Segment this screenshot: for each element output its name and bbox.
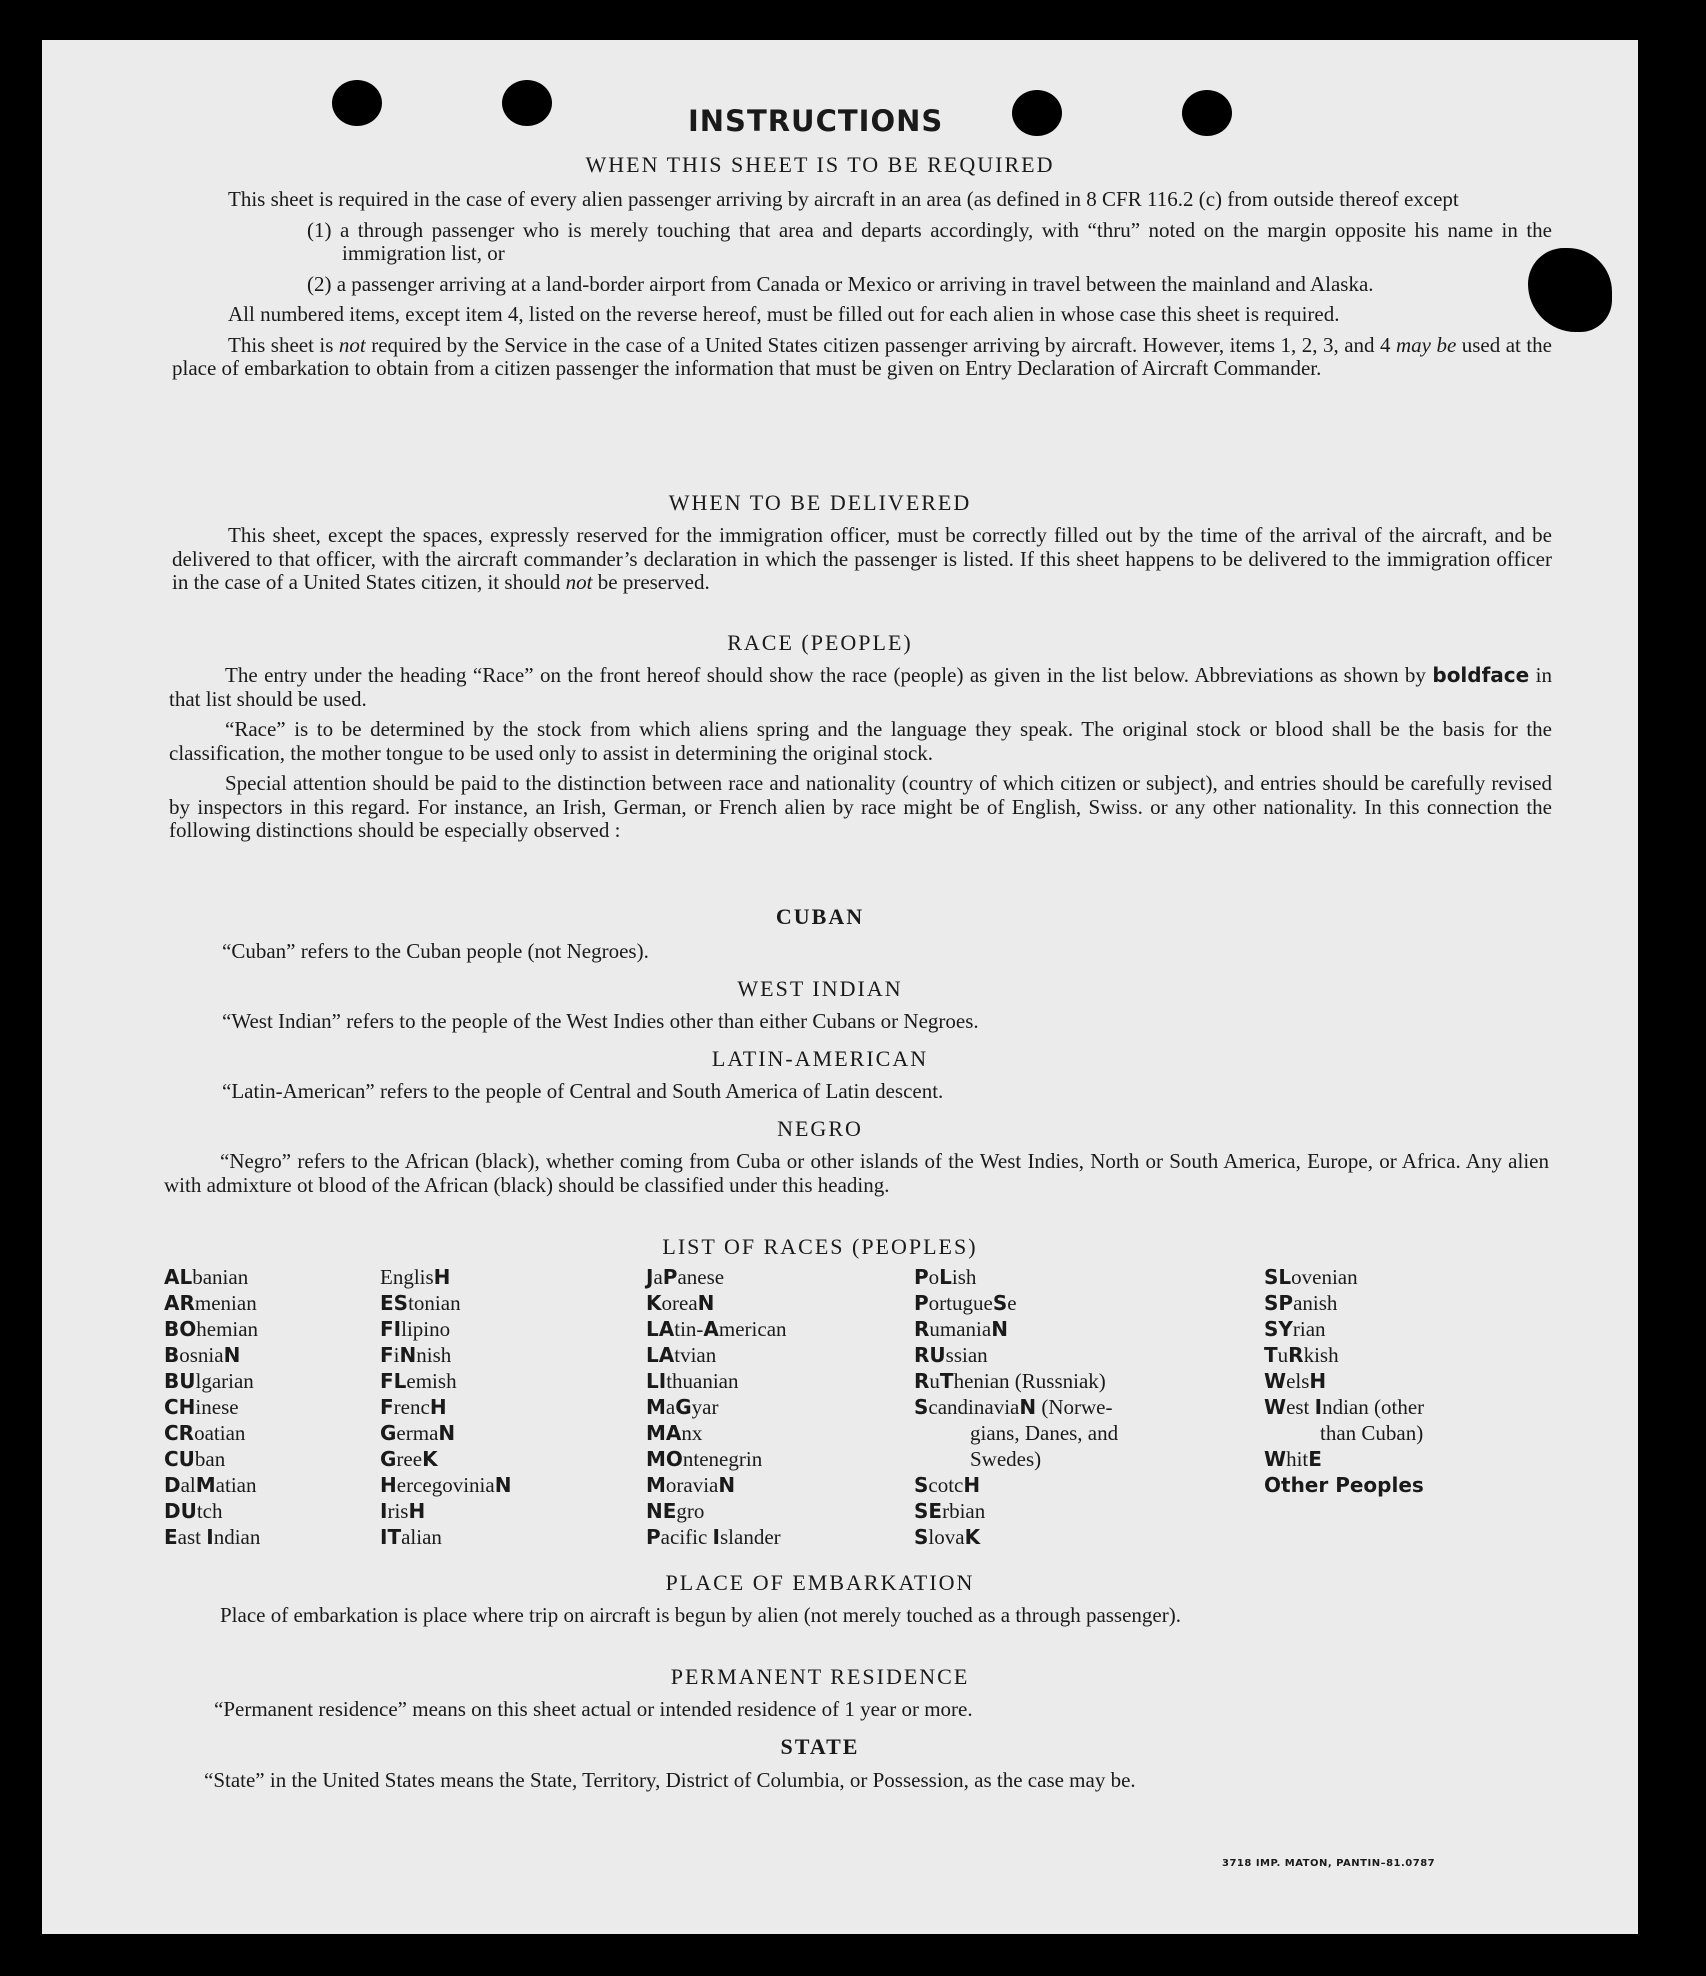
race-text: rbian — [942, 1499, 986, 1523]
race-abbreviation: DU — [164, 1499, 197, 1523]
race-abbreviation: F — [380, 1395, 394, 1419]
race-abbreviation: N — [697, 1291, 715, 1315]
race-abbreviation: W — [1264, 1447, 1287, 1471]
race-list-item — [646, 1290, 896, 1316]
race-list-item — [164, 1394, 364, 1420]
race-abbreviation: G — [380, 1447, 397, 1471]
race-abbreviation: S — [992, 1291, 1008, 1315]
race-abbreviation: NE — [646, 1499, 677, 1523]
race-text: i — [393, 1343, 400, 1367]
section-heading-when-required: WHEN THIS SHEET IS TO BE REQUIRED — [585, 152, 1055, 177]
race-abbreviation: P — [662, 1265, 678, 1289]
race-abbreviation: R — [914, 1317, 930, 1341]
paragraph: All numbered items, except item 4, listed on the reverse hereof, must be filled out for each alien in whose case this sheet is required. — [228, 302, 1340, 326]
text: used at the place of embarkation to obtain from a citizen passenger the information that must be given on Entry Declaration of Aircraft Commander. — [172, 332, 1553, 380]
text: in that list should be used. — [169, 663, 1553, 711]
emphasis: not — [338, 332, 366, 357]
race-text: emish — [406, 1369, 457, 1393]
race-list-item — [1264, 1472, 1524, 1498]
race-abbreviation: N — [223, 1343, 241, 1367]
race-text: lipino — [401, 1317, 451, 1341]
race-abbreviation: FI — [380, 1317, 402, 1341]
race-text: gro — [676, 1499, 705, 1523]
race-list-item — [646, 1420, 896, 1446]
race-abbreviation: F — [380, 1343, 394, 1367]
race-text: rian — [1292, 1317, 1326, 1341]
race-text: est — [1286, 1395, 1315, 1419]
race-abbreviation: CH — [164, 1395, 196, 1419]
race-block — [169, 664, 1552, 843]
race-abbreviation: P — [646, 1525, 661, 1549]
race-list-item — [646, 1472, 896, 1498]
race-abbreviation: M — [195, 1473, 216, 1497]
race-abbreviation: H — [408, 1499, 426, 1523]
race-abbreviation: P — [914, 1265, 929, 1289]
text: be preserved. — [592, 570, 710, 594]
race-abbreviation: G — [380, 1421, 397, 1445]
race-text: a — [653, 1265, 663, 1289]
race-text: ercegovinia — [396, 1473, 495, 1497]
print-code: 3718 IMP. MATON, PANTIN–81.0787 — [1222, 1858, 1436, 1869]
race-abbreviation: N — [438, 1421, 456, 1445]
race-list-item — [380, 1290, 630, 1316]
race-text: nglis — [392, 1265, 434, 1289]
race-text: ssian — [945, 1343, 988, 1367]
race-text: u — [1277, 1343, 1289, 1367]
race-list-item — [1264, 1264, 1524, 1290]
race-abbreviation: AL — [164, 1265, 193, 1289]
race-list-item — [380, 1446, 630, 1472]
race-abbreviation: N — [494, 1473, 512, 1497]
race-abbreviation: G — [675, 1395, 692, 1419]
race-list-item — [646, 1446, 896, 1472]
race-list-item — [1264, 1316, 1524, 1342]
race-list-item — [380, 1394, 630, 1420]
paragraph — [172, 524, 1552, 595]
race-abbreviation: SL — [1264, 1265, 1292, 1289]
race-list-item — [914, 1368, 1244, 1394]
race-abbreviation: W — [1264, 1369, 1287, 1393]
race-abbreviation: N — [1019, 1395, 1037, 1419]
race-list-item — [914, 1420, 1244, 1446]
race-abbreviation: CU — [164, 1447, 195, 1471]
paragraph: “Permanent residence” means on this sheet actual or intended residence of 1 year or more. — [214, 1697, 973, 1721]
race-abbreviation: I — [380, 1499, 388, 1523]
race-abbreviation: N — [718, 1473, 736, 1497]
race-abbreviation: H — [380, 1473, 397, 1497]
race-text: yar — [691, 1395, 719, 1419]
race-list-item — [164, 1264, 364, 1290]
race-text: oravia — [665, 1473, 719, 1497]
race-text: tch — [196, 1499, 223, 1523]
when-required-block — [172, 188, 1552, 381]
race-abbreviation: I — [206, 1525, 214, 1549]
race-abbreviation: W — [1264, 1395, 1287, 1419]
race-abbreviation: LI — [646, 1369, 667, 1393]
text: The entry under the heading “Race” on the front hereof should show the race (people) as given in the list below. Abbreviations as shown by — [225, 663, 1433, 687]
paragraph: “West Indian” refers to the people of the West Indies other than either Cubans or Negroes. — [222, 1009, 979, 1033]
race-abbreviation: D — [164, 1473, 181, 1497]
race-abbreviation: M — [646, 1473, 666, 1497]
race-text: than Cuban) — [1320, 1421, 1424, 1445]
document-page — [42, 40, 1638, 1934]
race-list-item — [164, 1524, 364, 1550]
race-abbreviation: T — [1264, 1343, 1278, 1367]
race-text: nish — [416, 1343, 452, 1367]
race-text: atian — [215, 1473, 257, 1497]
race-list-item — [164, 1498, 364, 1524]
race-text: osnia — [179, 1343, 224, 1367]
race-list-item — [646, 1524, 896, 1550]
race-text: ntenegrin — [682, 1447, 763, 1471]
race-abbreviation: H — [433, 1265, 451, 1289]
race-abbreviation: T — [939, 1369, 954, 1393]
race-text: merican — [718, 1317, 787, 1341]
race-list-item — [914, 1264, 1244, 1290]
race-abbreviation: A — [703, 1317, 719, 1341]
race-text: acific — [660, 1525, 713, 1549]
race-abbreviation: B — [164, 1343, 180, 1367]
race-list-item — [164, 1290, 364, 1316]
paragraph: Place of embarkation is place where trip on aircraft is begun by alien (not merely touched as a through passenger). — [220, 1603, 1181, 1627]
race-text: ndian (other — [1322, 1395, 1425, 1419]
race-list-item — [1264, 1368, 1524, 1394]
race-text: tin- — [674, 1317, 704, 1341]
race-abbreviation: FL — [380, 1369, 407, 1393]
race-abbreviation: H — [429, 1395, 447, 1419]
race-text: ree — [396, 1447, 423, 1471]
race-abbreviation: N — [399, 1343, 417, 1367]
race-abbreviation: Other Peoples — [1264, 1473, 1424, 1497]
exception-item-2: (2) a passenger arriving at a land-border airport from Canada or Mexico or arriving in travel between the mainland and Alaska. — [307, 271, 1374, 296]
race-abbreviation: H — [963, 1473, 981, 1497]
race-list-item — [1264, 1446, 1524, 1472]
race-list-item — [914, 1446, 1244, 1472]
when-delivered-block — [172, 524, 1552, 595]
race-text: ndian — [213, 1525, 261, 1549]
race-abbreviation: S — [914, 1525, 929, 1549]
race-abbreviation: RU — [914, 1343, 946, 1367]
race-abbreviation: N — [991, 1317, 1008, 1341]
boldface-sample: boldface — [1432, 663, 1530, 687]
race-text: al — [180, 1473, 196, 1497]
section-heading-west-indian: WEST INDIAN — [737, 976, 903, 1001]
race-list-item — [1264, 1394, 1524, 1420]
paragraph: “Negro” refers to the African (black), whether coming from Cuba or other islands of the West Indies, North or South America, Europe, or Africa. Any alien with admixture ot blood of the African (black) should be classified under this heading. — [164, 1149, 1549, 1197]
race-abbreviation: CR — [164, 1421, 195, 1445]
race-abbreviation: E — [1308, 1447, 1322, 1471]
race-text: candinavia — [928, 1395, 1020, 1419]
section-heading-place-of-embarkation: PLACE OF EMBARKATION — [665, 1570, 975, 1595]
race-text: E — [380, 1265, 393, 1289]
race-abbreviation: ES — [380, 1291, 409, 1315]
race-list-item — [380, 1316, 630, 1342]
race-text: nx — [681, 1421, 703, 1445]
race-text: ris — [387, 1499, 409, 1523]
race-abbreviation: LA — [646, 1343, 675, 1367]
race-list-item — [164, 1316, 364, 1342]
race-abbreviation: SE — [914, 1499, 943, 1523]
race-abbreviation: R — [914, 1369, 930, 1393]
punch-hole — [1012, 90, 1062, 136]
section-heading-state: STATE — [780, 1734, 860, 1759]
race-list-item — [1264, 1290, 1524, 1316]
section-heading-negro: NEGRO — [777, 1116, 863, 1141]
race-abbreviation: H — [1309, 1369, 1327, 1393]
race-abbreviation: L — [939, 1265, 952, 1289]
race-text: banian — [192, 1265, 249, 1289]
race-text: henian (Russniak) — [953, 1369, 1106, 1393]
race-list-item — [914, 1290, 1244, 1316]
race-abbreviation: LA — [646, 1317, 675, 1341]
race-abbreviation: SP — [1264, 1291, 1294, 1315]
race-abbreviation: R — [1288, 1343, 1304, 1367]
race-text: lgarian — [195, 1369, 254, 1393]
race-list-column — [646, 1264, 896, 1550]
race-text: gians, Danes, and — [970, 1421, 1119, 1445]
race-list-item — [914, 1316, 1244, 1342]
paragraph: Special attention should be paid to the distinction between race and nationality (country of which citizen or subject), and entries should be carefully revised by inspectors in this regard. For instance, an Irish, German, or French alien by race might be of English, Swiss. or any other nationality. In this connection the following distinctions should be especially observed : — [169, 771, 1552, 842]
race-text: kish — [1303, 1343, 1339, 1367]
section-heading-cuban: CUBAN — [775, 904, 865, 929]
race-text: umania — [929, 1317, 992, 1341]
race-list-item — [646, 1316, 896, 1342]
race-list-item — [646, 1368, 896, 1394]
race-text: erma — [396, 1421, 439, 1445]
race-abbreviation: S — [914, 1473, 929, 1497]
race-list-item — [164, 1446, 364, 1472]
race-abbreviation: E — [164, 1525, 178, 1549]
emphasis: may be — [1396, 332, 1457, 357]
race-list-item — [1264, 1342, 1524, 1368]
text: required by the Service in the case of a United States citizen passenger arriving by aircraft. However, items 1, 2, 3, and 4 — [365, 332, 1396, 357]
page-title: INSTRUCTIONS — [688, 104, 944, 138]
race-abbreviation: K — [646, 1291, 662, 1315]
race-list-column — [1264, 1264, 1524, 1498]
race-list-item — [380, 1524, 630, 1550]
race-list-item — [380, 1368, 630, 1394]
race-abbreviation: J — [646, 1265, 654, 1289]
race-text: ban — [194, 1447, 226, 1471]
race-text: tonian — [408, 1291, 461, 1315]
race-text: Swedes) — [970, 1447, 1042, 1471]
race-list-item — [164, 1368, 364, 1394]
race-text: ovenian — [1291, 1265, 1358, 1289]
race-text: els — [1286, 1369, 1310, 1393]
race-list-item — [646, 1264, 896, 1290]
section-heading-permanent-residence: PERMANENT RESIDENCE — [670, 1664, 970, 1689]
punch-hole — [1182, 90, 1232, 136]
race-text: slander — [720, 1525, 781, 1549]
race-abbreviation: BO — [164, 1317, 197, 1341]
text: This sheet is — [228, 332, 339, 357]
race-list-item — [646, 1394, 896, 1420]
race-abbreviation: IT — [380, 1525, 402, 1549]
race-text: e — [1007, 1291, 1017, 1315]
race-abbreviation: I — [1314, 1395, 1323, 1419]
race-abbreviation: SY — [1264, 1317, 1293, 1341]
race-text: a — [665, 1395, 676, 1419]
race-list-column — [914, 1264, 1244, 1550]
race-text: o — [928, 1265, 940, 1289]
race-list-item — [164, 1472, 364, 1498]
race-abbreviation: K — [964, 1525, 981, 1549]
race-list-item — [164, 1342, 364, 1368]
paragraph: This sheet is required in the case of every alien passenger arriving by aircraft in an area (as defined in 8 CFR 116.2 (c) from outside thereof except — [228, 187, 1459, 211]
race-abbreviation: BU — [164, 1369, 196, 1393]
race-list-item — [380, 1472, 630, 1498]
race-abbreviation: AR — [164, 1291, 195, 1315]
paragraph: “Cuban” refers to the Cuban people (not Negroes). — [222, 939, 649, 963]
race-list-item — [646, 1498, 896, 1524]
race-text: orea — [661, 1291, 698, 1315]
paragraph: “Latin-American” refers to the people of Central and South America of Latin descent. — [222, 1079, 944, 1103]
race-list-column — [164, 1264, 364, 1550]
race-text: ortugue — [928, 1291, 993, 1315]
race-abbreviation: K — [422, 1447, 438, 1471]
paragraph — [172, 334, 1552, 381]
race-text: menian — [194, 1291, 257, 1315]
race-list-item — [380, 1498, 630, 1524]
punch-hole — [332, 80, 382, 126]
race-list-item — [380, 1342, 630, 1368]
race-text: ast — [177, 1525, 207, 1549]
race-text: lova — [928, 1525, 965, 1549]
race-abbreviation: P — [914, 1291, 929, 1315]
race-text: thuanian — [666, 1369, 739, 1393]
race-list-item — [914, 1394, 1244, 1420]
race-text: u — [929, 1369, 940, 1393]
race-list-column — [380, 1264, 630, 1550]
race-list-item — [380, 1420, 630, 1446]
section-heading-latin-american: LATIN-AMERICAN — [711, 1046, 929, 1071]
emphasis: not — [565, 570, 593, 594]
race-text: anish — [1293, 1291, 1338, 1315]
paragraph — [169, 664, 1552, 711]
race-text: hemian — [196, 1317, 259, 1341]
race-list-item — [914, 1342, 1244, 1368]
exception-item-1: (1) a through passenger who is merely touching that area and departs accordingly, with “thru” noted on the margin opposite his name in the immigration list, or — [307, 217, 1552, 265]
race-list-item — [914, 1472, 1244, 1498]
race-abbreviation: I — [712, 1525, 720, 1549]
section-heading-when-delivered: WHEN TO BE DELIVERED — [668, 490, 972, 515]
race-abbreviation: MO — [646, 1447, 683, 1471]
paragraph: “State” in the United States means the State, Territory, District of Columbia, or Possession, as the case may be. — [204, 1768, 1136, 1792]
punch-hole — [502, 80, 552, 126]
race-text: ish — [951, 1265, 977, 1289]
race-abbreviation: M — [646, 1395, 666, 1419]
race-list-item — [914, 1498, 1244, 1524]
race-text: cotc — [928, 1473, 964, 1497]
race-list-item — [380, 1264, 630, 1290]
race-list-item — [646, 1342, 896, 1368]
race-list-item — [164, 1420, 364, 1446]
paragraph: “Race” is to be determined by the stock from which aliens spring and the language they speak. The original stock or blood shall be the basis for the classification, the mother tongue to be used only to assist in determining the original stock. — [169, 717, 1552, 765]
race-text: renc — [393, 1395, 430, 1419]
race-list-item — [914, 1524, 1244, 1550]
section-heading-race: RACE (PEOPLE) — [727, 630, 913, 655]
race-text: (Norwe- — [1036, 1395, 1113, 1419]
race-abbreviation: MA — [646, 1421, 682, 1445]
race-text: inese — [195, 1395, 239, 1419]
race-text: anese — [677, 1265, 725, 1289]
race-text: hit — [1286, 1447, 1309, 1471]
race-text: tvian — [674, 1343, 717, 1367]
race-text: oatian — [194, 1421, 246, 1445]
race-list-item — [1264, 1420, 1524, 1446]
section-heading-list-of-races: LIST OF RACES (PEOPLES) — [662, 1234, 978, 1259]
race-abbreviation: S — [914, 1395, 929, 1419]
text: This sheet, except the spaces, expressly reserved for the immigration officer, must be correctly filled out by the time of the arrival of the aircraft, and be delivered to that officer, with the aircraft commander’s declaration in which the passenger is listed. If this sheet happens to be delivered to the immigration officer in the case of a United States citizen, it should — [172, 523, 1552, 594]
race-text: alian — [401, 1525, 442, 1549]
race-list — [42, 1264, 1638, 1554]
